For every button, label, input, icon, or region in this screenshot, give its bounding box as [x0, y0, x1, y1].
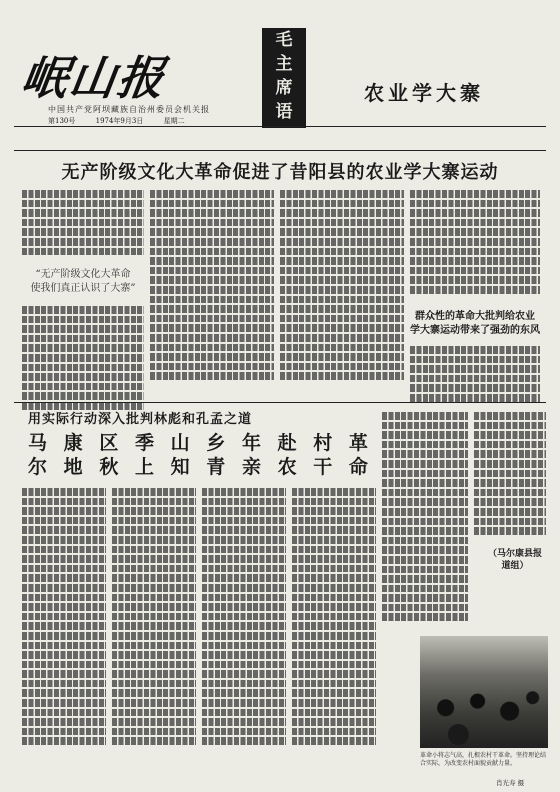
quotation-box	[262, 28, 306, 128]
article2-column-1	[22, 486, 106, 747]
divider	[14, 126, 546, 127]
article-column-1	[22, 188, 144, 257]
subheading: 群众性的革命大批判给农业 学大寨运动带来了强劲的东风	[410, 311, 540, 336]
article-column-4	[410, 188, 540, 296]
photo-caption: 革命小将志气高，扎根农村干革命。坚持理论结合实际，为改变农村面貌贡献力量。	[420, 752, 547, 767]
special-section-title: 农业学大寨	[364, 81, 484, 105]
report-credit: （马尔康县报道组）	[487, 549, 542, 571]
divider	[14, 402, 546, 403]
main-headline: 无产阶级文化大革命促进了昔阳县的农业学大寨运动	[61, 162, 499, 183]
quotation-char: 语	[275, 102, 293, 122]
publisher-line: 中国共产党阿坝藏族自治州委员会机关报	[48, 105, 210, 114]
pull-quote: “无产阶级文化大革命 使我们真正认识了大寨”	[30, 269, 136, 294]
divider	[14, 150, 546, 151]
article2-column-3	[202, 486, 286, 747]
newspaper-logo: 岷山报	[17, 51, 170, 105]
article2-column-5	[382, 410, 468, 623]
masthead	[14, 22, 546, 125]
issue-weekday: 星期二	[163, 117, 185, 125]
title-row-1: 马 康 区 季 山 乡 年 赴 村 革	[28, 432, 368, 454]
article-column-4b	[410, 344, 540, 404]
article2-column-6	[474, 410, 546, 537]
issue-date: 1974年9月3日	[95, 117, 144, 125]
quotation-char: 席	[275, 78, 293, 98]
article-column-3	[280, 188, 404, 382]
quotation-char: 主	[275, 54, 293, 74]
photo-byline: 肖光寿 摄	[496, 779, 525, 787]
article2-column-2	[112, 486, 196, 747]
title-row-2: 尔 地 秋 上 知 青 亲 农 干 命	[28, 456, 368, 478]
quotation-char: 毛	[275, 30, 293, 50]
news-photo	[420, 636, 548, 748]
section-headline: 用实际行动深入批判林彪和孔孟之道	[28, 412, 253, 427]
article-column-1b	[22, 304, 144, 412]
article2-column-4	[292, 486, 376, 747]
article-column-2	[150, 188, 274, 382]
issue-number: 第130号	[48, 117, 76, 125]
issue-line	[48, 116, 203, 126]
